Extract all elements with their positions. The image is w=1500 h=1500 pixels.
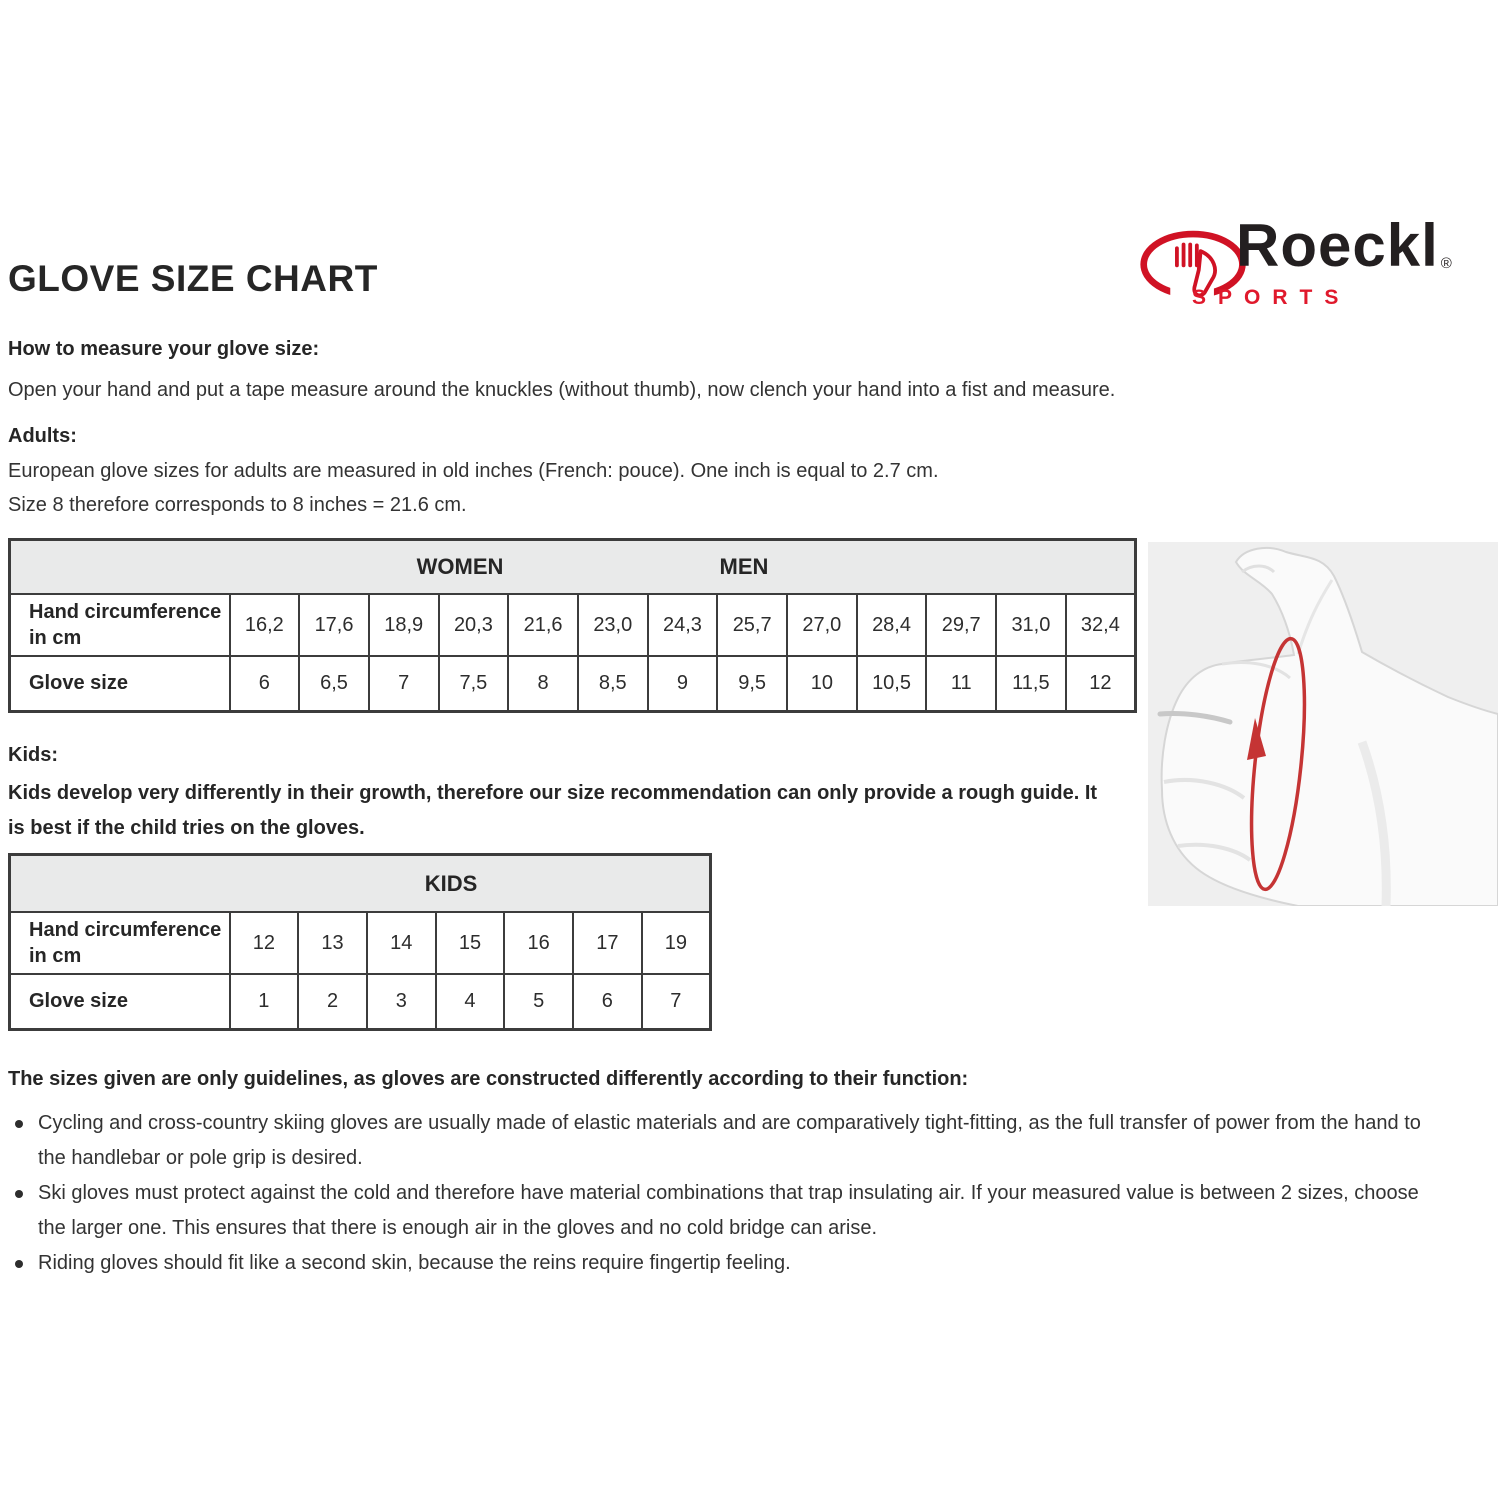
size-value-cell: 17,6 xyxy=(299,594,369,656)
size-value-cell: 9 xyxy=(648,656,718,711)
size-value-cell: 20,3 xyxy=(439,594,509,656)
size-value-cell: 7 xyxy=(642,974,711,1029)
size-value-cell: 21,6 xyxy=(508,594,578,656)
adult-table-group-header-row xyxy=(10,540,1136,595)
adults-heading: Adults: xyxy=(8,425,77,447)
size-value-cell: 4 xyxy=(436,974,505,1029)
size-value-cell: 8,5 xyxy=(578,656,648,711)
size-value-cell: 25,7 xyxy=(717,594,787,656)
guidelines-bullet-list xyxy=(8,1106,1440,1281)
size-value-cell: 5 xyxy=(504,974,573,1029)
roeckl-sports-logo xyxy=(1138,212,1498,324)
size-value-cell: 27,0 xyxy=(787,594,857,656)
fist-with-measuring-loop-illustration xyxy=(1148,542,1498,906)
glove-size-label: Glove size xyxy=(10,974,230,1029)
size-value-cell: 11 xyxy=(926,656,996,711)
size-value-cell: 7,5 xyxy=(439,656,509,711)
size-value-cell: 32,4 xyxy=(1066,594,1136,656)
adult-size-table xyxy=(8,538,1137,713)
kids-table-group-header-row xyxy=(10,855,711,913)
size-value-cell: 19 xyxy=(642,912,711,974)
size-value-cell: 16,2 xyxy=(230,594,300,656)
how-to-measure-heading: How to measure your glove size: xyxy=(8,338,320,360)
size-value-cell: 6,5 xyxy=(299,656,369,711)
women-column-group-label: WOMEN xyxy=(416,554,504,579)
kids-column-group-label: KIDS xyxy=(424,870,478,896)
how-to-measure-body: Open your hand and put a tape measure around the knuckles (without thumb), now clench your hand into a fist and measure. xyxy=(8,379,1116,401)
men-column-group-label: MEN xyxy=(719,554,769,579)
kids-glove-size-row xyxy=(10,974,711,1029)
kids-size-table xyxy=(8,853,712,1031)
guidelines-heading: The sizes given are only guidelines, as gloves are constructed differently according to their function: xyxy=(8,1068,969,1090)
adult-hand-circumference-row xyxy=(10,594,1136,656)
size-value-cell: 6 xyxy=(573,974,642,1029)
bullet-cycling-gloves: Cycling and cross-country skiing gloves are usually made of elastic materials and are comparatively tight-fitting, as the full transfer of power from the hand to the handlebar or pole grip is desired. xyxy=(8,1106,1440,1176)
logo-subbrand-text: SPORTS xyxy=(1192,286,1351,309)
size-value-cell: 2 xyxy=(298,974,367,1029)
adults-line1: European glove sizes for adults are measured in old inches (French: pouce). One inch is equal to 2.7 cm. xyxy=(8,460,939,482)
adult-glove-size-row xyxy=(10,656,1136,711)
hand-circumference-label: Hand circumference in cm xyxy=(10,594,230,656)
size-value-cell: 3 xyxy=(367,974,436,1029)
roeckl-hand-in-ellipse-icon xyxy=(1138,222,1250,327)
hand-circumference-label: Hand circumference in cm xyxy=(10,912,230,974)
logo-brand-text: Roeckl ® xyxy=(1236,212,1452,279)
size-value-cell: 10 xyxy=(787,656,857,711)
size-value-cell: 7 xyxy=(369,656,439,711)
adults-line2: Size 8 therefore corresponds to 8 inches = 21.6 cm. xyxy=(8,494,467,516)
kids-body: Kids develop very differently in their growth, therefore our size recommendation can only provide a rough guide. It is best if the child tries on the gloves. xyxy=(8,782,1098,839)
size-value-cell: 8 xyxy=(508,656,578,711)
page-title: GLOVE SIZE CHART xyxy=(8,258,378,299)
bullet-ski-gloves: Ski gloves must protect against the cold and therefore have material combinations that trap insulating air. If your measured value is between 2 sizes, choose the larger one. This ensures that there is enough air in the gloves and no cold bridge can arise. xyxy=(8,1176,1440,1246)
size-value-cell: 23,0 xyxy=(578,594,648,656)
size-value-cell: 24,3 xyxy=(648,594,718,656)
bullet-riding-gloves: Riding gloves should fit like a second skin, because the reins require fingertip feeling. xyxy=(8,1246,1440,1281)
kids-table-group-header-cell xyxy=(10,855,711,913)
size-value-cell: 10,5 xyxy=(857,656,927,711)
registered-trademark-icon: ® xyxy=(1440,255,1452,272)
size-value-cell: 13 xyxy=(298,912,367,974)
size-value-cell: 29,7 xyxy=(926,594,996,656)
size-value-cell: 31,0 xyxy=(996,594,1066,656)
size-value-cell: 6 xyxy=(230,656,300,711)
size-value-cell: 15 xyxy=(436,912,505,974)
size-value-cell: 16 xyxy=(504,912,573,974)
size-value-cell: 17 xyxy=(573,912,642,974)
glove-size-label: Glove size xyxy=(10,656,230,711)
size-value-cell: 12 xyxy=(1066,656,1136,711)
size-value-cell: 14 xyxy=(367,912,436,974)
size-value-cell: 1 xyxy=(230,974,299,1029)
size-value-cell: 11,5 xyxy=(996,656,1066,711)
size-value-cell: 18,9 xyxy=(369,594,439,656)
size-value-cell: 9,5 xyxy=(717,656,787,711)
adult-table-group-header-cell xyxy=(10,540,1136,595)
hand-measurement-figure xyxy=(1148,542,1498,906)
kids-hand-circumference-row xyxy=(10,912,711,974)
size-value-cell: 28,4 xyxy=(857,594,927,656)
size-value-cell: 12 xyxy=(230,912,299,974)
kids-heading: Kids: xyxy=(8,744,58,766)
